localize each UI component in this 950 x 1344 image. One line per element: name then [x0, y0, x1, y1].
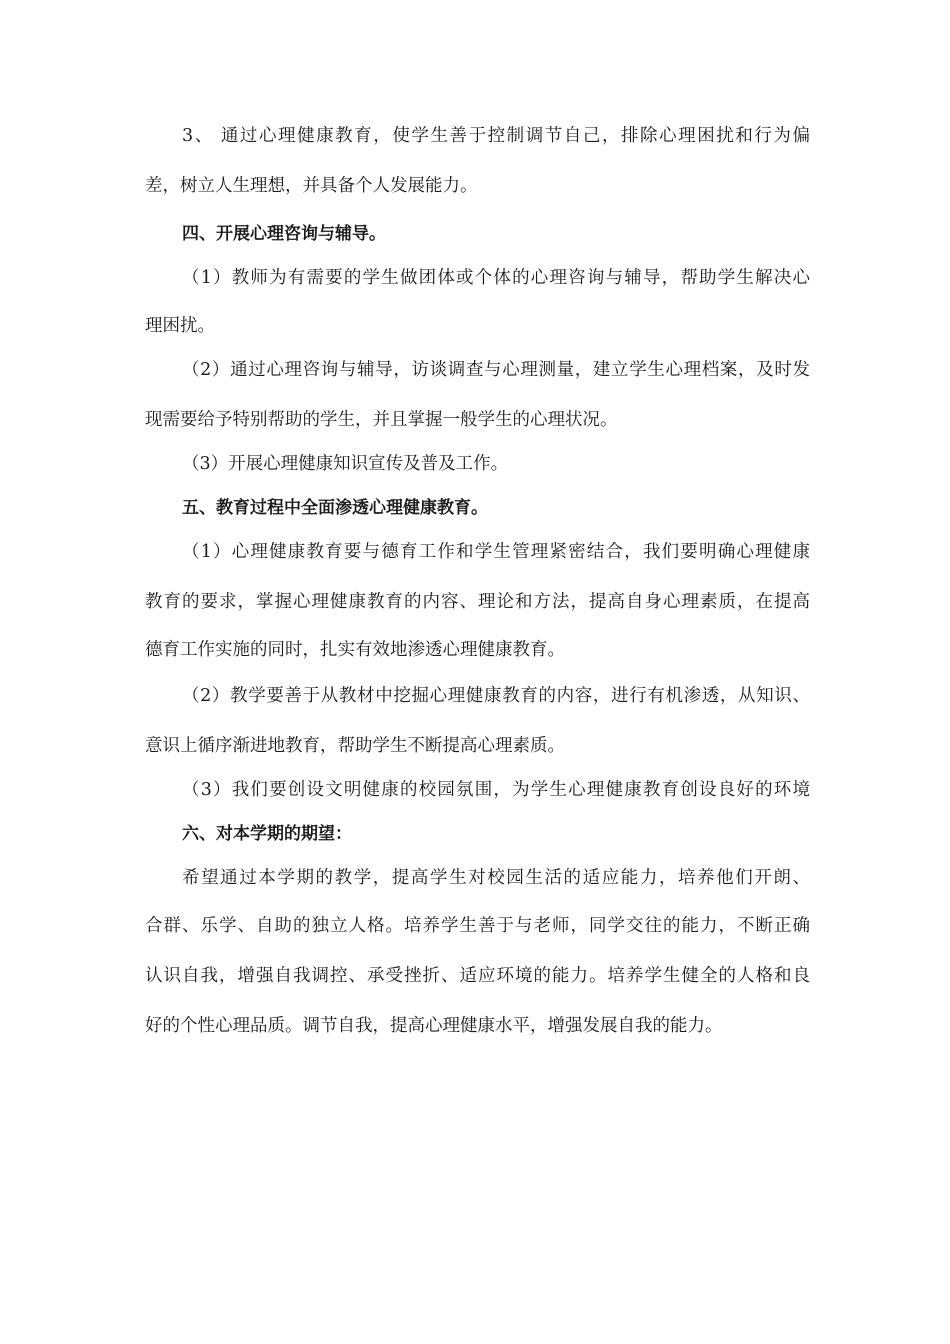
item-5-1-line-1: （1）心理健康教育要与德育工作和学生管理紧密结合，我们要明确心理健康 — [182, 542, 810, 562]
section-heading-6: 六、对本学期的期望： — [182, 824, 352, 844]
closing-paragraph-line-4: 好的个性心理品质。调节自我，提高心理健康水平，增强发展自我的能力。 — [145, 1016, 723, 1036]
section-heading-5: 五、教育过程中全面渗透心理健康教育。 — [182, 498, 488, 518]
closing-paragraph-line-1: 希望通过本学期的教学，提高学生对校园生活的适应能力，培养他们开朗、 — [182, 868, 810, 888]
closing-paragraph-line-3: 认识自我，增强自我调控、承受挫折、适应环境的能力。培养学生健全的人格和良 — [145, 966, 810, 986]
item-5-2-line-2: 意识上循序渐进地教育，帮助学生不断提高心理素质。 — [145, 736, 565, 756]
item-5-1-line-2: 教育的要求，掌握心理健康教育的内容、理论和方法，提高自身心理素质，在提高 — [145, 592, 810, 612]
item-4-2-line-2: 现需要给予特别帮助的学生，并且掌握一般学生的心理状况。 — [145, 410, 618, 430]
item-5-2-line-1: （2）教学要善于从教材中挖掘心理健康教育的内容，进行有机渗透，从知识、 — [182, 686, 810, 706]
paragraph-3-line-2: 差，树立人生理想，并具备个人发展能力。 — [145, 176, 478, 196]
paragraph-3-line-1: 3、 通过心理健康教育，使学生善于控制调节自己，排除心理困扰和行为偏 — [182, 126, 810, 146]
item-5-3: （3）我们要创设文明健康的校园氛围，为学生心理健康教育创设良好的环境 — [182, 780, 810, 800]
item-4-1-line-1: （1）教师为有需要的学生做团体或个体的心理咨询与辅导，帮助学生解决心 — [182, 268, 810, 288]
item-4-1-line-2: 理困扰。 — [145, 316, 215, 336]
item-4-2-line-1: （2）通过心理咨询与辅导，访谈调查与心理测量，建立学生心理档案，及时发 — [182, 360, 810, 380]
section-heading-4: 四、开展心理咨询与辅导。 — [182, 224, 386, 244]
item-4-3: （3）开展心理健康知识宣传及普及工作。 — [182, 454, 509, 474]
closing-paragraph-line-2: 合群、乐学、自助的独立人格。培养学生善于与老师，同学交往的能力，不断正确 — [145, 916, 810, 936]
item-5-1-line-3: 德育工作实施的同时，扎实有效地渗透心理健康教育。 — [145, 640, 565, 660]
